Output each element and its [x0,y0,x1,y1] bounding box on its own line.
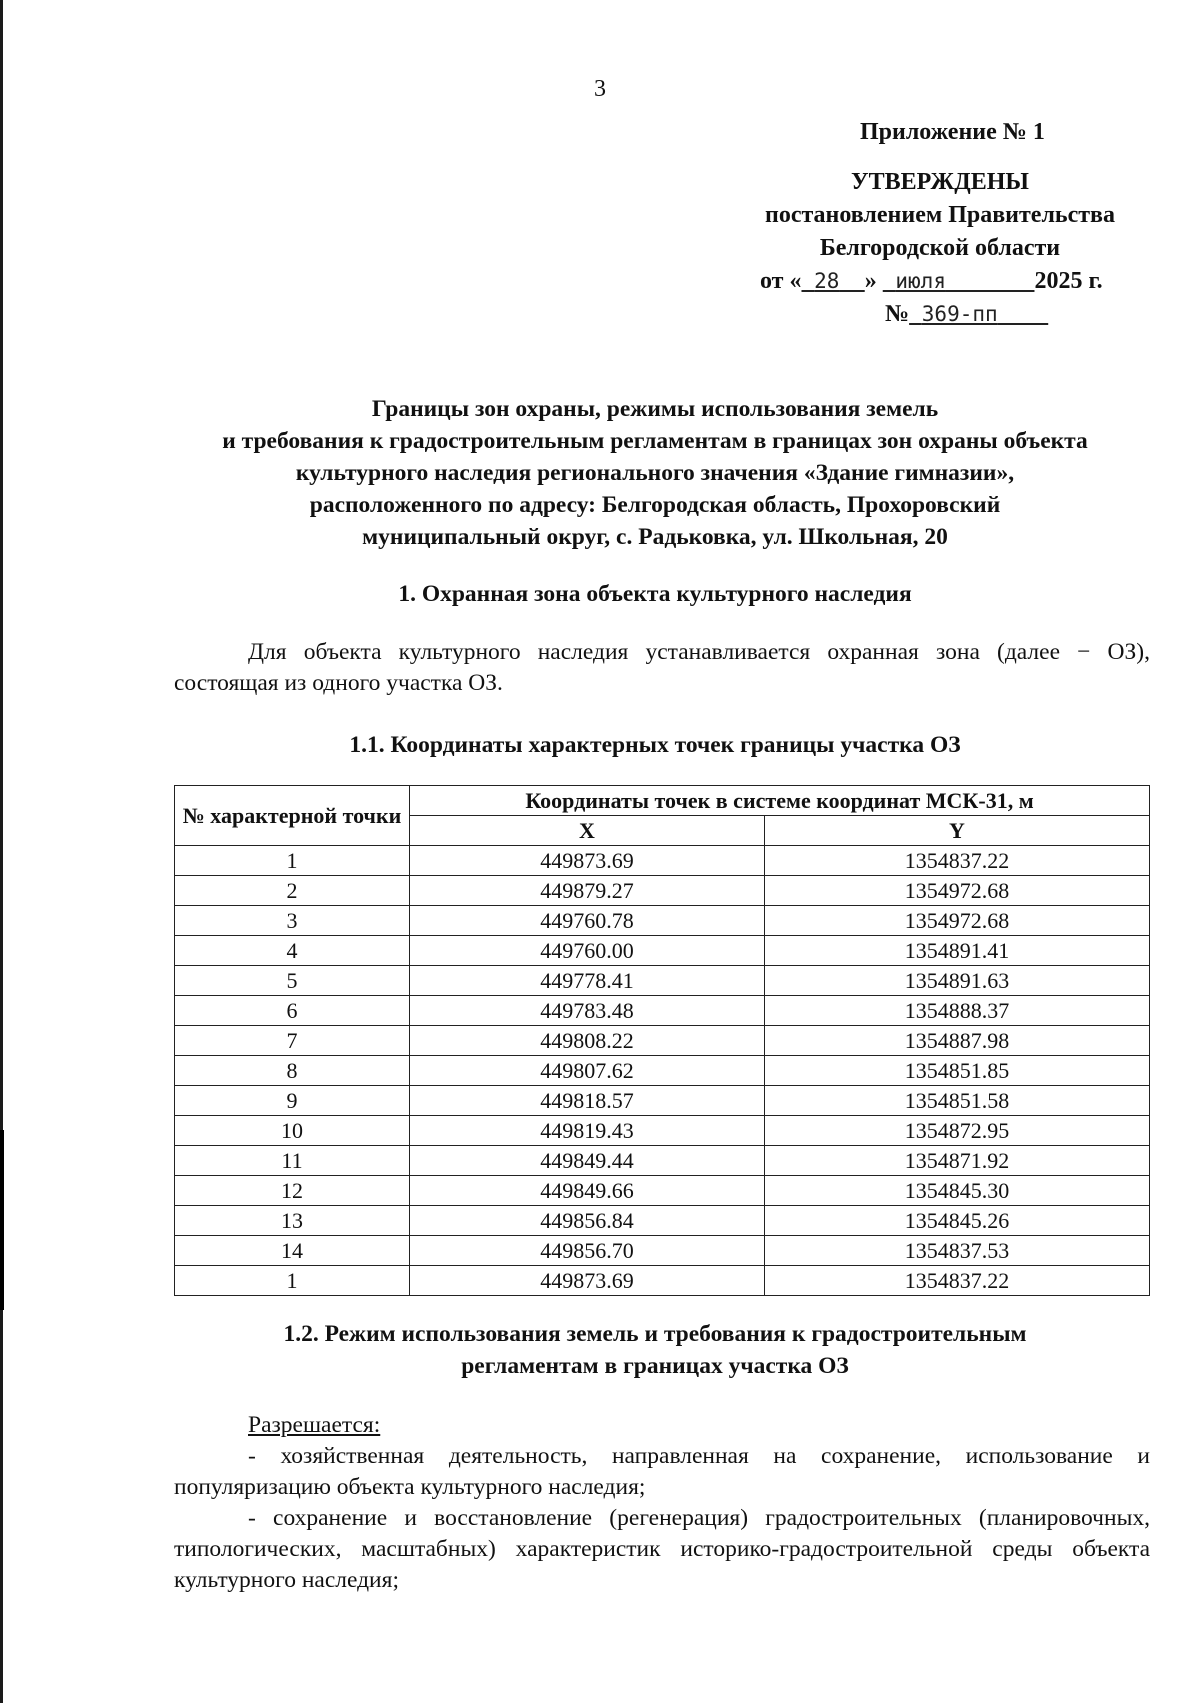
table-row [175,1146,1150,1176]
section-1-heading: 1. Охранная зона объекта культурного наследия [398,581,912,607]
y-cell: 1354845.30 [765,1176,1150,1206]
approval-line-1: постановлением Правительства [764,202,1115,228]
section-1-2-body [174,1410,1150,1596]
heading-line: 1.2. Режим использования земель и требования к градостроительным [283,1321,1027,1347]
table-row [175,1026,1150,1056]
x-cell: 449856.70 [410,1236,765,1266]
header-coords: Координаты точек в системе координат МСК-31, м [410,786,1150,816]
allowed-label: Разрешается: [248,1412,381,1438]
approval-date [760,265,1160,298]
x-cell: 449807.62 [410,1056,765,1086]
table-row [175,1056,1150,1086]
title-line: культурного наследия регионального значения «Здание гимназии», [295,460,1015,486]
table-row [175,936,1150,966]
table-row [175,1176,1150,1206]
y-cell: 1354888.37 [765,996,1150,1026]
document-title [160,393,1150,553]
y-cell: 1354887.98 [765,1026,1150,1056]
point-cell: 1 [175,846,410,876]
table-row [175,1266,1150,1296]
table-row [175,1206,1150,1236]
x-cell: 449808.22 [410,1026,765,1056]
x-cell: 449819.43 [410,1116,765,1146]
x-cell: 449856.84 [410,1206,765,1236]
x-cell: 449873.69 [410,846,765,876]
y-cell: 1354891.41 [765,936,1150,966]
point-cell: 14 [175,1236,410,1266]
point-cell: 3 [175,906,410,936]
y-cell: 1354851.85 [765,1056,1150,1086]
point-cell: 11 [175,1146,410,1176]
date-year: 2025 г. [1034,268,1103,294]
x-cell: 449760.78 [410,906,765,936]
header-point: № характерной точки [175,786,410,846]
x-cell: 449818.57 [410,1086,765,1116]
table-row [175,966,1150,996]
x-cell: 449873.69 [410,1266,765,1296]
y-cell: 1354837.22 [765,846,1150,876]
y-cell: 1354837.22 [765,1266,1150,1296]
point-cell: 9 [175,1086,410,1116]
x-cell: 449849.44 [410,1146,765,1176]
coordinates-table [174,785,1150,1296]
date-day: 28 [814,269,840,293]
appendix-label: Приложение № 1 [860,119,1045,145]
table-row [175,996,1150,1026]
x-cell: 449760.00 [410,936,765,966]
table-row [175,906,1150,936]
section-1-2-heading [160,1318,1150,1382]
approval-line-2: Белгородской области [819,235,1061,261]
heading-line: регламентам в границах участка ОЗ [461,1353,849,1379]
header-x: X [410,816,765,846]
date-mid: » [864,268,877,294]
y-cell: 1354837.53 [765,1236,1150,1266]
scan-edge-line [0,0,3,1703]
date-prefix: от « [760,268,802,294]
y-cell: 1354872.95 [765,1116,1150,1146]
point-cell: 13 [175,1206,410,1236]
table-row [175,846,1150,876]
point-cell: 10 [175,1116,410,1146]
x-cell: 449849.66 [410,1176,765,1206]
y-cell: 1354972.68 [765,906,1150,936]
point-cell: 1 [175,1266,410,1296]
point-cell: 2 [175,876,410,906]
point-cell: 5 [175,966,410,996]
point-cell: 7 [175,1026,410,1056]
header-y: Y [765,816,1150,846]
section-1-text: Для объекта культурного наследия устанавливается охранная зона (далее − ОЗ), состоящая из одного участка ОЗ. [174,639,1150,696]
section-1-1-heading: 1.1. Координаты характерных точек границы участка ОЗ [349,732,961,758]
x-cell: 449879.27 [410,876,765,906]
number-prefix: № [885,301,910,327]
y-cell: 1354891.63 [765,966,1150,996]
y-cell: 1354972.68 [765,876,1150,906]
point-cell: 8 [175,1056,410,1086]
y-cell: 1354851.58 [765,1086,1150,1116]
page-number: 3 [594,76,606,102]
title-line: расположенного по адресу: Белгородская область, Прохоровский [309,492,1001,518]
table-row [175,1116,1150,1146]
title-line: муниципальный округ, с. Радьковка, ул. Школьная, 20 [362,524,948,550]
title-line: Границы зон охраны, режимы использования земель [371,396,939,422]
approval-title: УТВЕРЖДЕНЫ [851,169,1029,195]
x-cell: 449778.41 [410,966,765,996]
x-cell: 449783.48 [410,996,765,1026]
point-cell: 6 [175,996,410,1026]
date-month: июля [895,269,946,293]
table-row [175,1086,1150,1116]
list-item: - сохранение и восстановление (регенерация) градостроительных (планировочных, типологических, масштабных) характеристик историко-градостроительной среды объекта культурного наследия; [174,1505,1150,1593]
table-row [175,1236,1150,1266]
approval-number [885,298,1200,331]
title-line: и требования к градостроительным регламентам в границах зон охраны объекта [222,428,1088,454]
table-row [175,876,1150,906]
y-cell: 1354845.26 [765,1206,1150,1236]
number-value: 369-пп [921,302,998,326]
y-cell: 1354871.92 [765,1146,1150,1176]
list-item: - хозяйственная деятельность, направленная на сохранение, использование и популяризацию объекта культурного наследия; [174,1443,1150,1500]
point-cell: 12 [175,1176,410,1206]
scan-edge-mark [0,1130,4,1310]
point-cell: 4 [175,936,410,966]
